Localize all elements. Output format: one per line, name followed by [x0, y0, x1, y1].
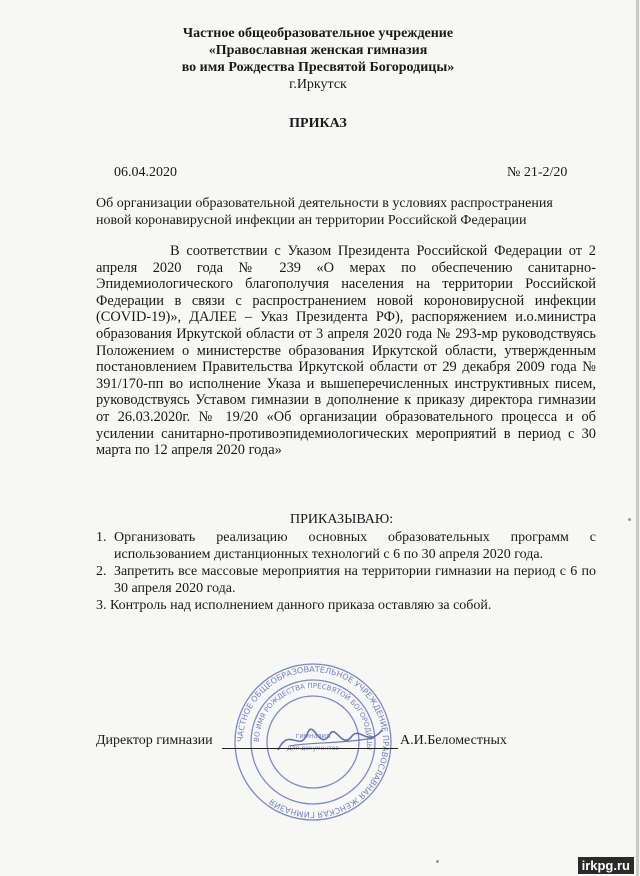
stamp-outer-text: ЧАСТНОЕ ОБЩЕОБРАЗОВАТЕЛЬНОЕ УЧРЕЖДЕНИЕ ПРАВОСЛАВНАЯ ЖЕНСКАЯ ГИМНАЗИЯ	[235, 664, 391, 820]
stamp-center-line1: гимназия	[295, 732, 331, 740]
signature-line	[222, 748, 398, 749]
signatory-role: Директор гимназии	[96, 733, 213, 748]
order-subject: Об организации образовательной деятельности в условиях распространения новой коронавирусной инфекции ан территории Российской Федерации	[96, 196, 553, 228]
handwritten-signature	[270, 720, 390, 760]
org-name-line1: Частное общеобразовательное учреждение	[182, 26, 454, 41]
order-preamble: В соответствии с Указом Президента Российской Федерации от 2 апреля 2020 года № 239 «О мерах по обеспечению санитарно-Эпидемиологического благополучия населения на территории Российской Федерации в связи с распространением новой короновирусной инфекции (COVID-19)», ДАЛЕЕ – Указ Президента РФ), распоряжением и.о.министра образования Иркутской области от 3 апреля 2020 года № 293-мр руководствуясь Положением о министерстве образования Иркутской области, утвержденным постановлением Правительства Иркутской области от 29 декабря 2009 года № 391/170-пп во исполнение Указа и вышеперечисленных инструктивных писем, руководствуясь Уставом гимназии в дополнение к приказу директора гимназии от 26.03.2020г. № 19/20 «Об организации образовательного процесса и об усилении санитарно-противоэпидемиологических мероприятий в период с 30 марта по 12 апреля 2020 года»	[96, 243, 596, 459]
org-name-line3: во имя Рождества Пресвятой Богородицы»	[181, 60, 455, 75]
list-item: 2. Запретить все массовые мероприятия на территории гимназии на период с 6 по 30 апреля 2020 года.	[96, 564, 596, 596]
scan-dot	[436, 860, 439, 863]
scan-dot	[628, 518, 631, 521]
site-watermark: irkpg.ru	[578, 857, 634, 874]
orders-heading: ПРИКАЗЫВАЮ:	[290, 512, 394, 527]
org-city: г.Иркутск	[289, 77, 347, 92]
orders-list	[96, 529, 596, 614]
list-item: 1. Организовать реализацию основных образовательных программ с использованием дистанционных технологий с 6 по 30 апреля 2020 года.	[96, 530, 596, 562]
stamp-center-line2: Для документов	[287, 745, 339, 752]
org-name-line2: «Православная женская гимназия	[208, 43, 428, 58]
stamp-inner-text: ВО ИМЯ РОЖДЕСТВА ПРЕСВЯТОЙ БОГОРОДИЦЫ	[252, 681, 374, 751]
document-title: ПРИКАЗ	[289, 116, 347, 131]
order-number: № 21-2/20	[507, 165, 568, 180]
list-item: 3. Контроль над исполнением данного приказа оставляю за собой.	[96, 598, 492, 613]
order-date: 06.04.2020	[114, 165, 177, 180]
signatory-name: А.И.Беломестных	[400, 733, 507, 748]
